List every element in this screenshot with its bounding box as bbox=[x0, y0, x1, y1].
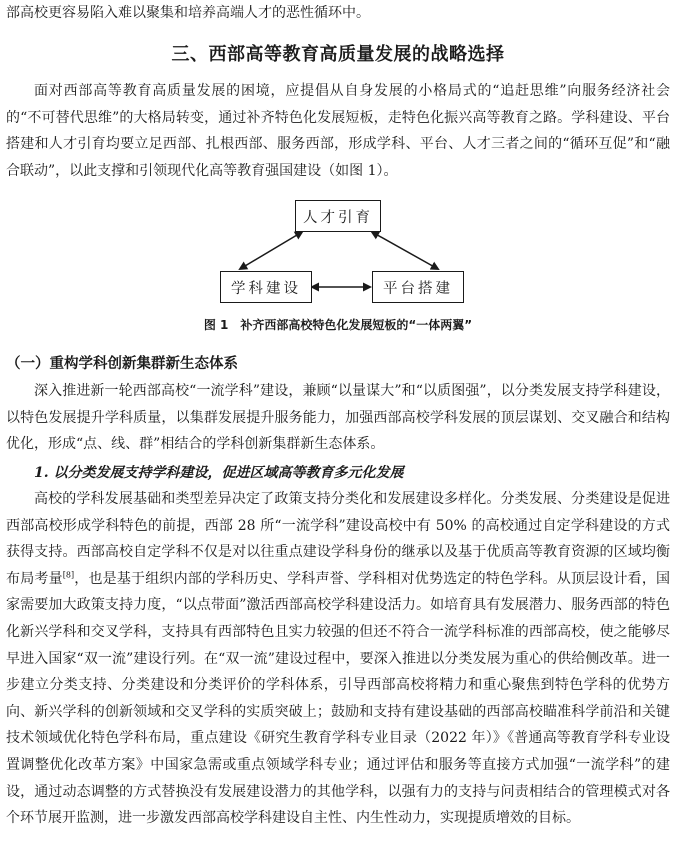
intro-paragraph: 面对西部高等教育高质量发展的困境，应提倡从自身发展的小格局式的“追赶思维”向服务经济社会的“不可替代思维”的大格局转变，通过补齐特色化发展短板，走特色化振兴高等教育之路。学科建设、平台搭建和人才引育均要立足西部、扎根西部、服务西部，形成学科、平台、人才三者之间的“循环互促”和“融合联动”，以此支撑和引领现代化高等教育强国建设（如图 1）。 bbox=[6, 83, 670, 179]
box-platform: 平台搭建 bbox=[372, 271, 464, 303]
subsection-title: （一）重构学科创新集群新生态体系 bbox=[6, 355, 238, 372]
body-paragraph-part-b: ，也是基于组织内部的学科历史、学科声誉、学科相对优势选定的特色学科。从顶层设计看，国家需要加大政策支持力度，“以点带面”激活西部高校学科建设活力。如培育具有发展潜力、服务西部的特色化新兴学科和交叉学科，支持具有西部特色且实力较强的但还不符合一流学科标准的西部高校，使之能够尽早进入国家“双一流”建设行列。在“双一流”建设过程中，要深入推进以分类发展为重心的供给侧改革。进一步建立分类支持、分类建设和分类评价的学科体系，引导西部高校将精力和重心聚焦到特色学科的优势方向、新兴学科的创新领域和交叉学科的实质突破上；鼓励和支持有建设基础的西部高校瞄准科学前沿和关键技术领域优化特色学科布局，重点建设《研究生教育学科专业目录（2022 年）》《普通高等教育学科专业设置调整优化改革方案》中国家急需或重点领域学科专业；通过评估和服务等直接方式加强“一流学科”的建设，通过动态调整的方式替换没有发展建设潜力的其他学科，以强有力的支持与问责相结合的管理模式对各个环节展开监测，进一步激发西部高校学科建设自主性、内生性动力，实现提质增效的目标。 bbox=[6, 570, 671, 827]
body-paragraph-part-a: 高校的学科发展基础和类型差异决定了政策支持分类化和发展建设多样化。分类发展、分类建设是促进西部高校形成学科特色的前提，西部 28 所“一流学科”建设高校中有 50% 的高校通过自定学科建设的方式获得支持。西部高校自定学科不仅是对以往重点建设学科身份的继承以及基于优质高等教育资源的区域均衡布局考量 bbox=[6, 491, 670, 587]
box-discipline: 学科建设 bbox=[220, 271, 312, 303]
sub-subsection-title: 1. 以分类发展支持学科建设，促进区域高等教育多元化发展 bbox=[34, 465, 404, 481]
arrow-top-left bbox=[240, 232, 302, 269]
subsection-paragraph: 深入推进新一轮西部高校“一流学科”建设，兼顾“以量谋大”和“以质图强”，以分类发展支持学科建设，以特色发展提升学科质量，以集群发展提升服务能力，加强西部高校学科发展的顶层谋划、交叉融合和结构优化，形成“点、线、群”相结合的学科创新集群新生态体系。 bbox=[6, 383, 670, 453]
box-talent: 人才引育 bbox=[295, 200, 381, 232]
figure-caption: 图 1 补齐西部高校特色化发展短板的“一体两翼” bbox=[203, 318, 473, 332]
citation-ref: [8] bbox=[62, 570, 75, 580]
lead-text: 部高校更容易陷入难以聚集和培养高端人才的恶性循环中。 bbox=[6, 5, 370, 21]
arrow-top-right bbox=[372, 232, 438, 269]
section-title: 三、西部高等教育高质量发展的战略选择 bbox=[171, 44, 505, 65]
body-paragraph bbox=[6, 486, 670, 832]
